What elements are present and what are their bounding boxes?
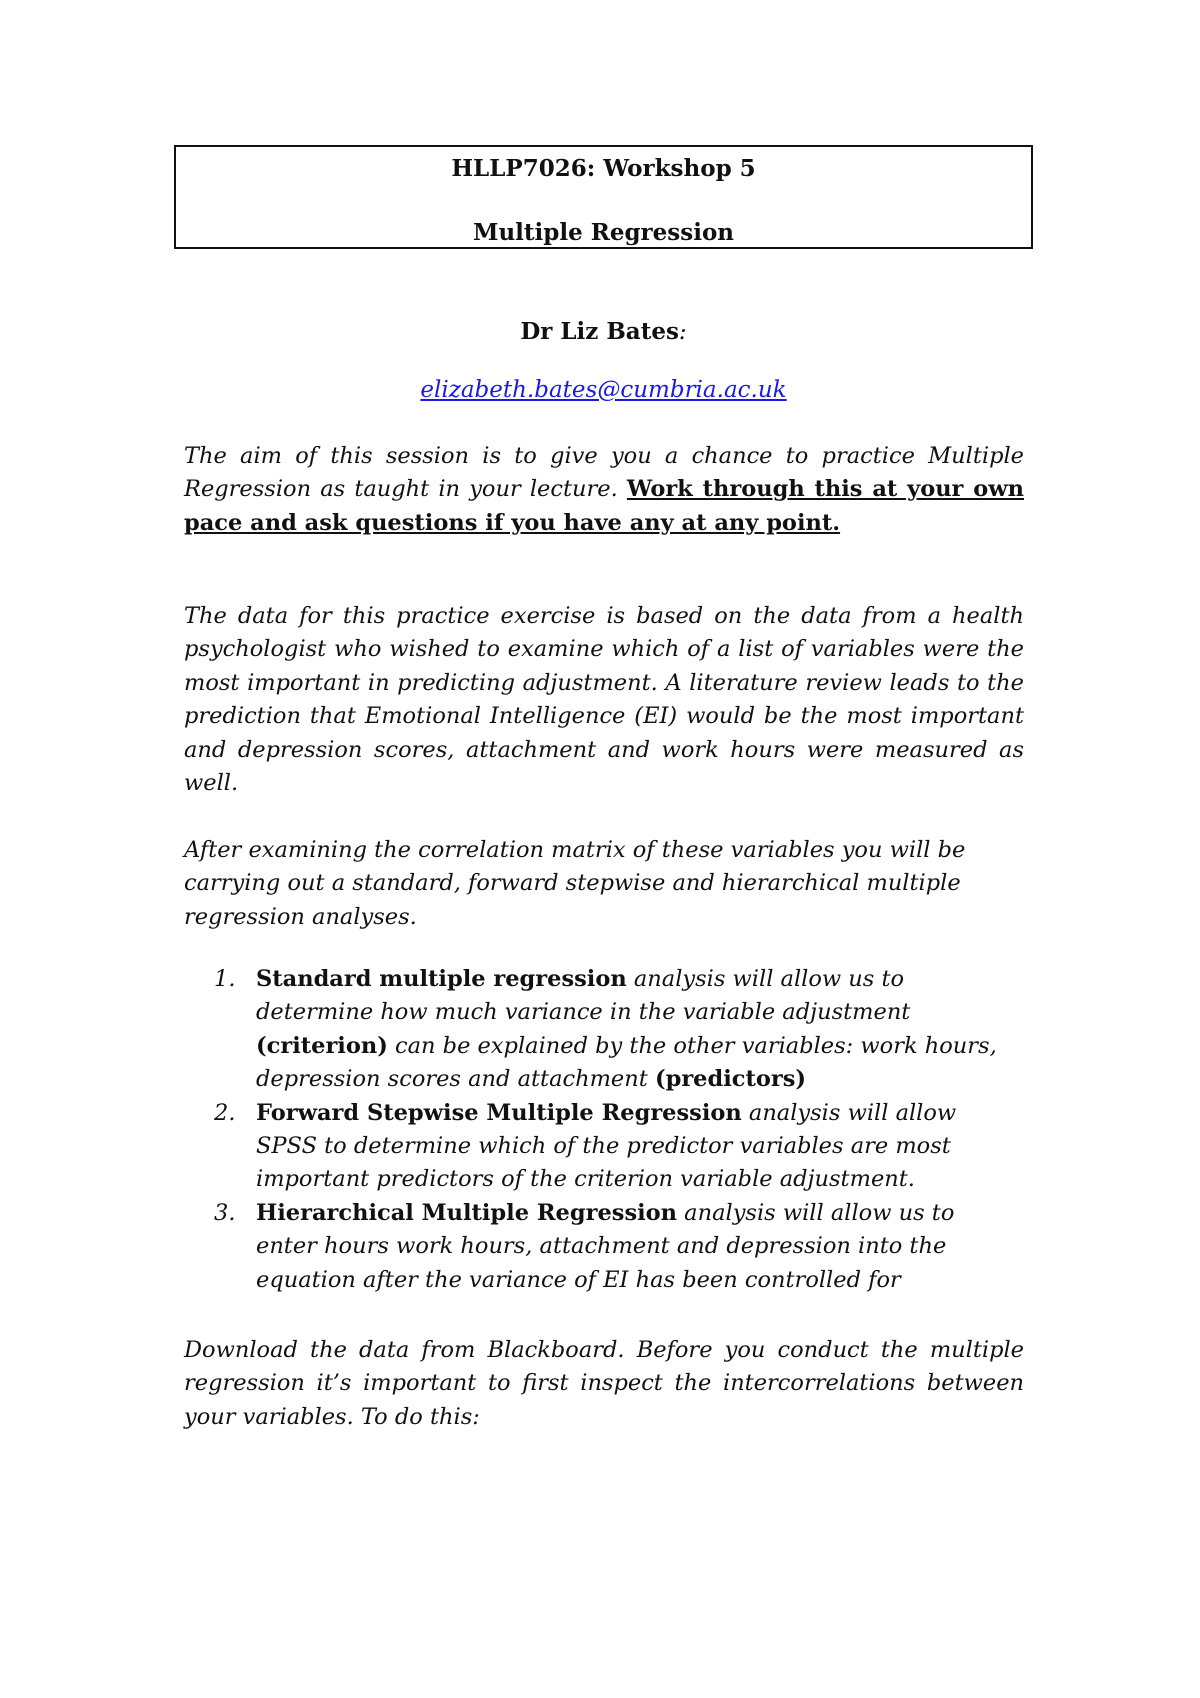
- intro-emphasis: Work through this at your own pace and ask questions if you have any at any point.: [184, 476, 1024, 536]
- analysis-name: Hierarchical Multiple Regression: [256, 1199, 678, 1226]
- author-suffix: :: [678, 319, 687, 345]
- analysis-name: Forward Stepwise Multiple Regression: [256, 1099, 742, 1126]
- intro-paragraph: [184, 440, 1024, 540]
- email-line: [174, 377, 1033, 403]
- list-item: [214, 963, 1004, 1097]
- analysis-name: Standard multiple regression: [256, 966, 627, 992]
- list-item: [214, 1097, 1004, 1197]
- analysis-list: [214, 963, 1004, 1297]
- analysis-description: analysis will allow us to enter hours work hours, attachment and depression into the equation after the variance of EI has been controlled for: [256, 1199, 955, 1293]
- list-item: [214, 1197, 1004, 1297]
- list-number: 1.: [214, 966, 236, 992]
- course-title: HLLP7026: Workshop 5: [451, 155, 756, 182]
- intro-text: The aim of this session is to give you a chance to practice Multiple Regression as taught in your lecture.: [184, 443, 1024, 503]
- analysis-description: analysis will allow SPSS to determine which of the predictor variables are most important predictors of the criterion variable adjustment.: [256, 1099, 957, 1193]
- criterion-label: (criterion): [256, 1032, 388, 1059]
- data-description-paragraph: The data for this practice exercise is based on the data from a health psychologist who wished to examine which of a list of variables were the most important in predicting adjustment. A literature review leads to the prediction that Emotional Intelligence (EI) would be the most important and depression scores, attachment and work hours were measured as well.: [184, 603, 1024, 797]
- analysis-intro-paragraph: After examining the correlation matrix of these variables you will be carrying out a standard, forward stepwise and hierarchical multiple regression analyses.: [184, 837, 966, 930]
- list-number: 2.: [214, 1099, 236, 1126]
- email-link[interactable]: elizabeth.bates@cumbria.ac.uk: [420, 377, 787, 403]
- instructions-paragraph: Download the data from Blackboard. Before you conduct the multiple regression it’s important to first inspect the intercorrelations between your variables. To do this:: [184, 1337, 1024, 1430]
- topic-title: Multiple Regression: [472, 219, 735, 246]
- list-number: 3.: [214, 1199, 236, 1226]
- analysis-description: analysis will allow us to determine how much variance in the variable adjustment: [256, 966, 911, 1026]
- predictors-label: (predictors): [654, 1066, 807, 1093]
- title-box: [174, 145, 1033, 249]
- author-name: Dr Liz Bates: [520, 318, 679, 345]
- author-line: [174, 318, 1033, 345]
- analysis-description-cont: can be explained by the other variables: work hours, depression scores and attachment: [256, 1032, 997, 1093]
